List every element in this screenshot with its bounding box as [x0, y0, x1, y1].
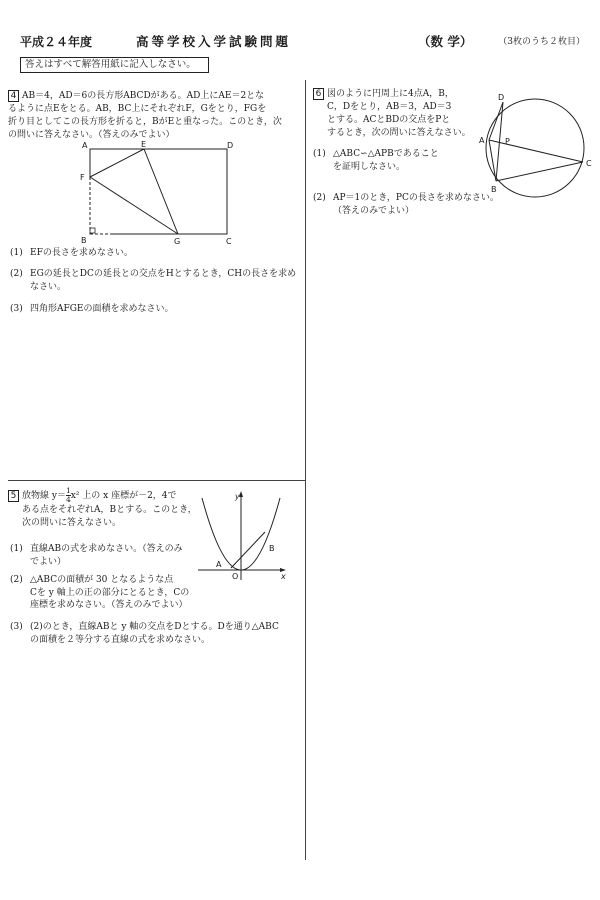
q6-sub-1-text: △ABC∽△APBであること [333, 149, 439, 159]
q5-parabola-figure [190, 488, 290, 583]
label-d-point: D [498, 93, 505, 102]
q4-sub-3 [10, 303, 300, 316]
q4-sub-2 [10, 268, 305, 293]
q4-sub-2-text: EGの延長とDCの延長との交点をHとするとき，CHの長さを求め [30, 269, 297, 279]
q4-line-2: るように点Eをとる。AB，BC上にそれぞれF，Gをとり，FGを [8, 104, 267, 114]
q4-sub-1 [10, 247, 300, 260]
section-divider [8, 480, 305, 481]
label-a-point: A [216, 560, 222, 569]
q5-sub-2 [10, 574, 200, 612]
q6-line-2: C，Dをとり，AB＝3，AD＝3 [327, 102, 452, 112]
q6-line-1: 図のように円周上に4点A，B， [327, 89, 454, 99]
segment-fe [90, 149, 144, 177]
q5-sub-2-text-3: 座標を求めなさい。（答えのみでよい） [30, 600, 188, 610]
column-divider [305, 80, 306, 860]
q5-line-3: 次の問いに答えなさい。 [22, 518, 122, 528]
q4-sub-1-text: EFの長さを求めなさい。 [30, 248, 133, 258]
q5-number: 5 [8, 490, 19, 502]
q4-sub-1-num: (1) [10, 248, 23, 258]
q5-sub-2-text-2: Cを y 軸上の正の部分にとるとき，Cの [30, 587, 190, 598]
label-g: G [174, 237, 181, 246]
q5-sub-3-num: (3) [10, 622, 23, 632]
sheet-number: （3枚のうち２枚目） [498, 37, 585, 47]
q4-sub-2-text-2: なさい。 [30, 281, 67, 292]
q6-sub-2 [313, 192, 553, 217]
label-d: D [227, 141, 234, 150]
circle [486, 99, 584, 197]
q5-sub-1-num: (1) [10, 544, 23, 554]
q4-line-3: 折り目としてこの長方形を折ると，BがEと重なった。このとき，次 [8, 117, 282, 127]
label-e: E [141, 140, 147, 149]
q5-sub-1-text: 直線ABの式を求めなさい。（答えのみ [30, 544, 183, 554]
q5-line-1-post: x² 上の x 座標が－2，4で [70, 491, 177, 501]
q4-line-4: の問いに答えなさい。（答えのみでよい） [8, 130, 175, 140]
line-ab [231, 532, 265, 568]
label-b: B [81, 236, 87, 245]
q4-line-1: AB＝4，AD＝6の長方形ABCDがある。AD上にAE＝2とな [22, 91, 265, 101]
q6-sub-1 [313, 148, 485, 173]
q6-line-4: するとき，次の問いに答えなさい。 [327, 128, 471, 138]
q6-sub-2-text: AP＝1のとき，PCの長さを求めなさい。 [333, 193, 499, 203]
q5-line-1-pre: 放物線 y＝ [22, 491, 66, 501]
exam-subject: （数 学） [418, 34, 473, 49]
q6-sub-1-text-2: を証明しなさい。 [333, 161, 406, 172]
segment-eg [144, 149, 178, 234]
q4-rectangle-figure [70, 140, 250, 250]
label-x: x [281, 572, 286, 581]
q5-sub-3-text-2: の面積を２等分する直線の式を求めなさい。 [30, 634, 211, 645]
q5-sub-2-num: (2) [10, 575, 23, 585]
q4-number: 4 [8, 90, 19, 102]
q6-sub-1-num: (1) [313, 149, 326, 159]
q6-sub-2-num: (2) [313, 193, 326, 203]
q5-frac-num: 1 [65, 486, 71, 495]
chord-ac [489, 140, 583, 162]
question-4 [8, 90, 300, 142]
chord-bc [496, 162, 583, 181]
segment-fg [90, 177, 178, 234]
label-c: C [226, 237, 232, 246]
label-origin: O [232, 572, 239, 581]
q5-statement [8, 487, 198, 530]
label-b-point: B [269, 544, 275, 553]
answer-notice: 答えはすべて解答用紙に記入しなさい。 [20, 57, 209, 73]
q6-line-3: とする。ACとBDの交点をPと [327, 115, 451, 125]
q4-statement [8, 90, 300, 142]
q5-sub-2-text: △ABCの面積が 30 となるような点 [30, 575, 174, 585]
q5-sub-1-text-2: でよい） [30, 556, 67, 567]
exam-year: 平成２４年度 [20, 35, 93, 49]
question-5 [8, 487, 198, 530]
q4-sub-3-text: 四角形AFGEの面積を求めなさい。 [30, 304, 174, 314]
q5-sub-3 [10, 621, 305, 646]
q6-sub-2-text-2: （答えのみでよい） [333, 205, 415, 216]
label-y: y [235, 492, 240, 501]
q5-frac-den: 4 [65, 495, 71, 504]
q4-sub-2-num: (2) [10, 269, 23, 279]
label-b-point: B [491, 185, 497, 194]
q6-statement [313, 88, 483, 140]
label-a-point: A [479, 136, 485, 145]
label-f: F [80, 173, 85, 182]
q5-sub-1 [10, 543, 200, 568]
exam-title: 高等学校入学試験問題 [136, 34, 292, 49]
label-a: A [82, 141, 88, 150]
label-c-point: C [586, 159, 592, 168]
label-p-point: P [505, 137, 510, 146]
q5-line-2: ある点をそれぞれA，Bとする。このとき， [22, 505, 197, 515]
q5-sub-3-text: (2)のとき，直線ABと y 軸の交点をDとする。Dを通り△ABC [30, 622, 279, 632]
page-header [20, 34, 585, 54]
q4-sub-3-num: (3) [10, 304, 23, 314]
q6-number: 6 [313, 88, 324, 100]
question-6 [313, 88, 483, 140]
